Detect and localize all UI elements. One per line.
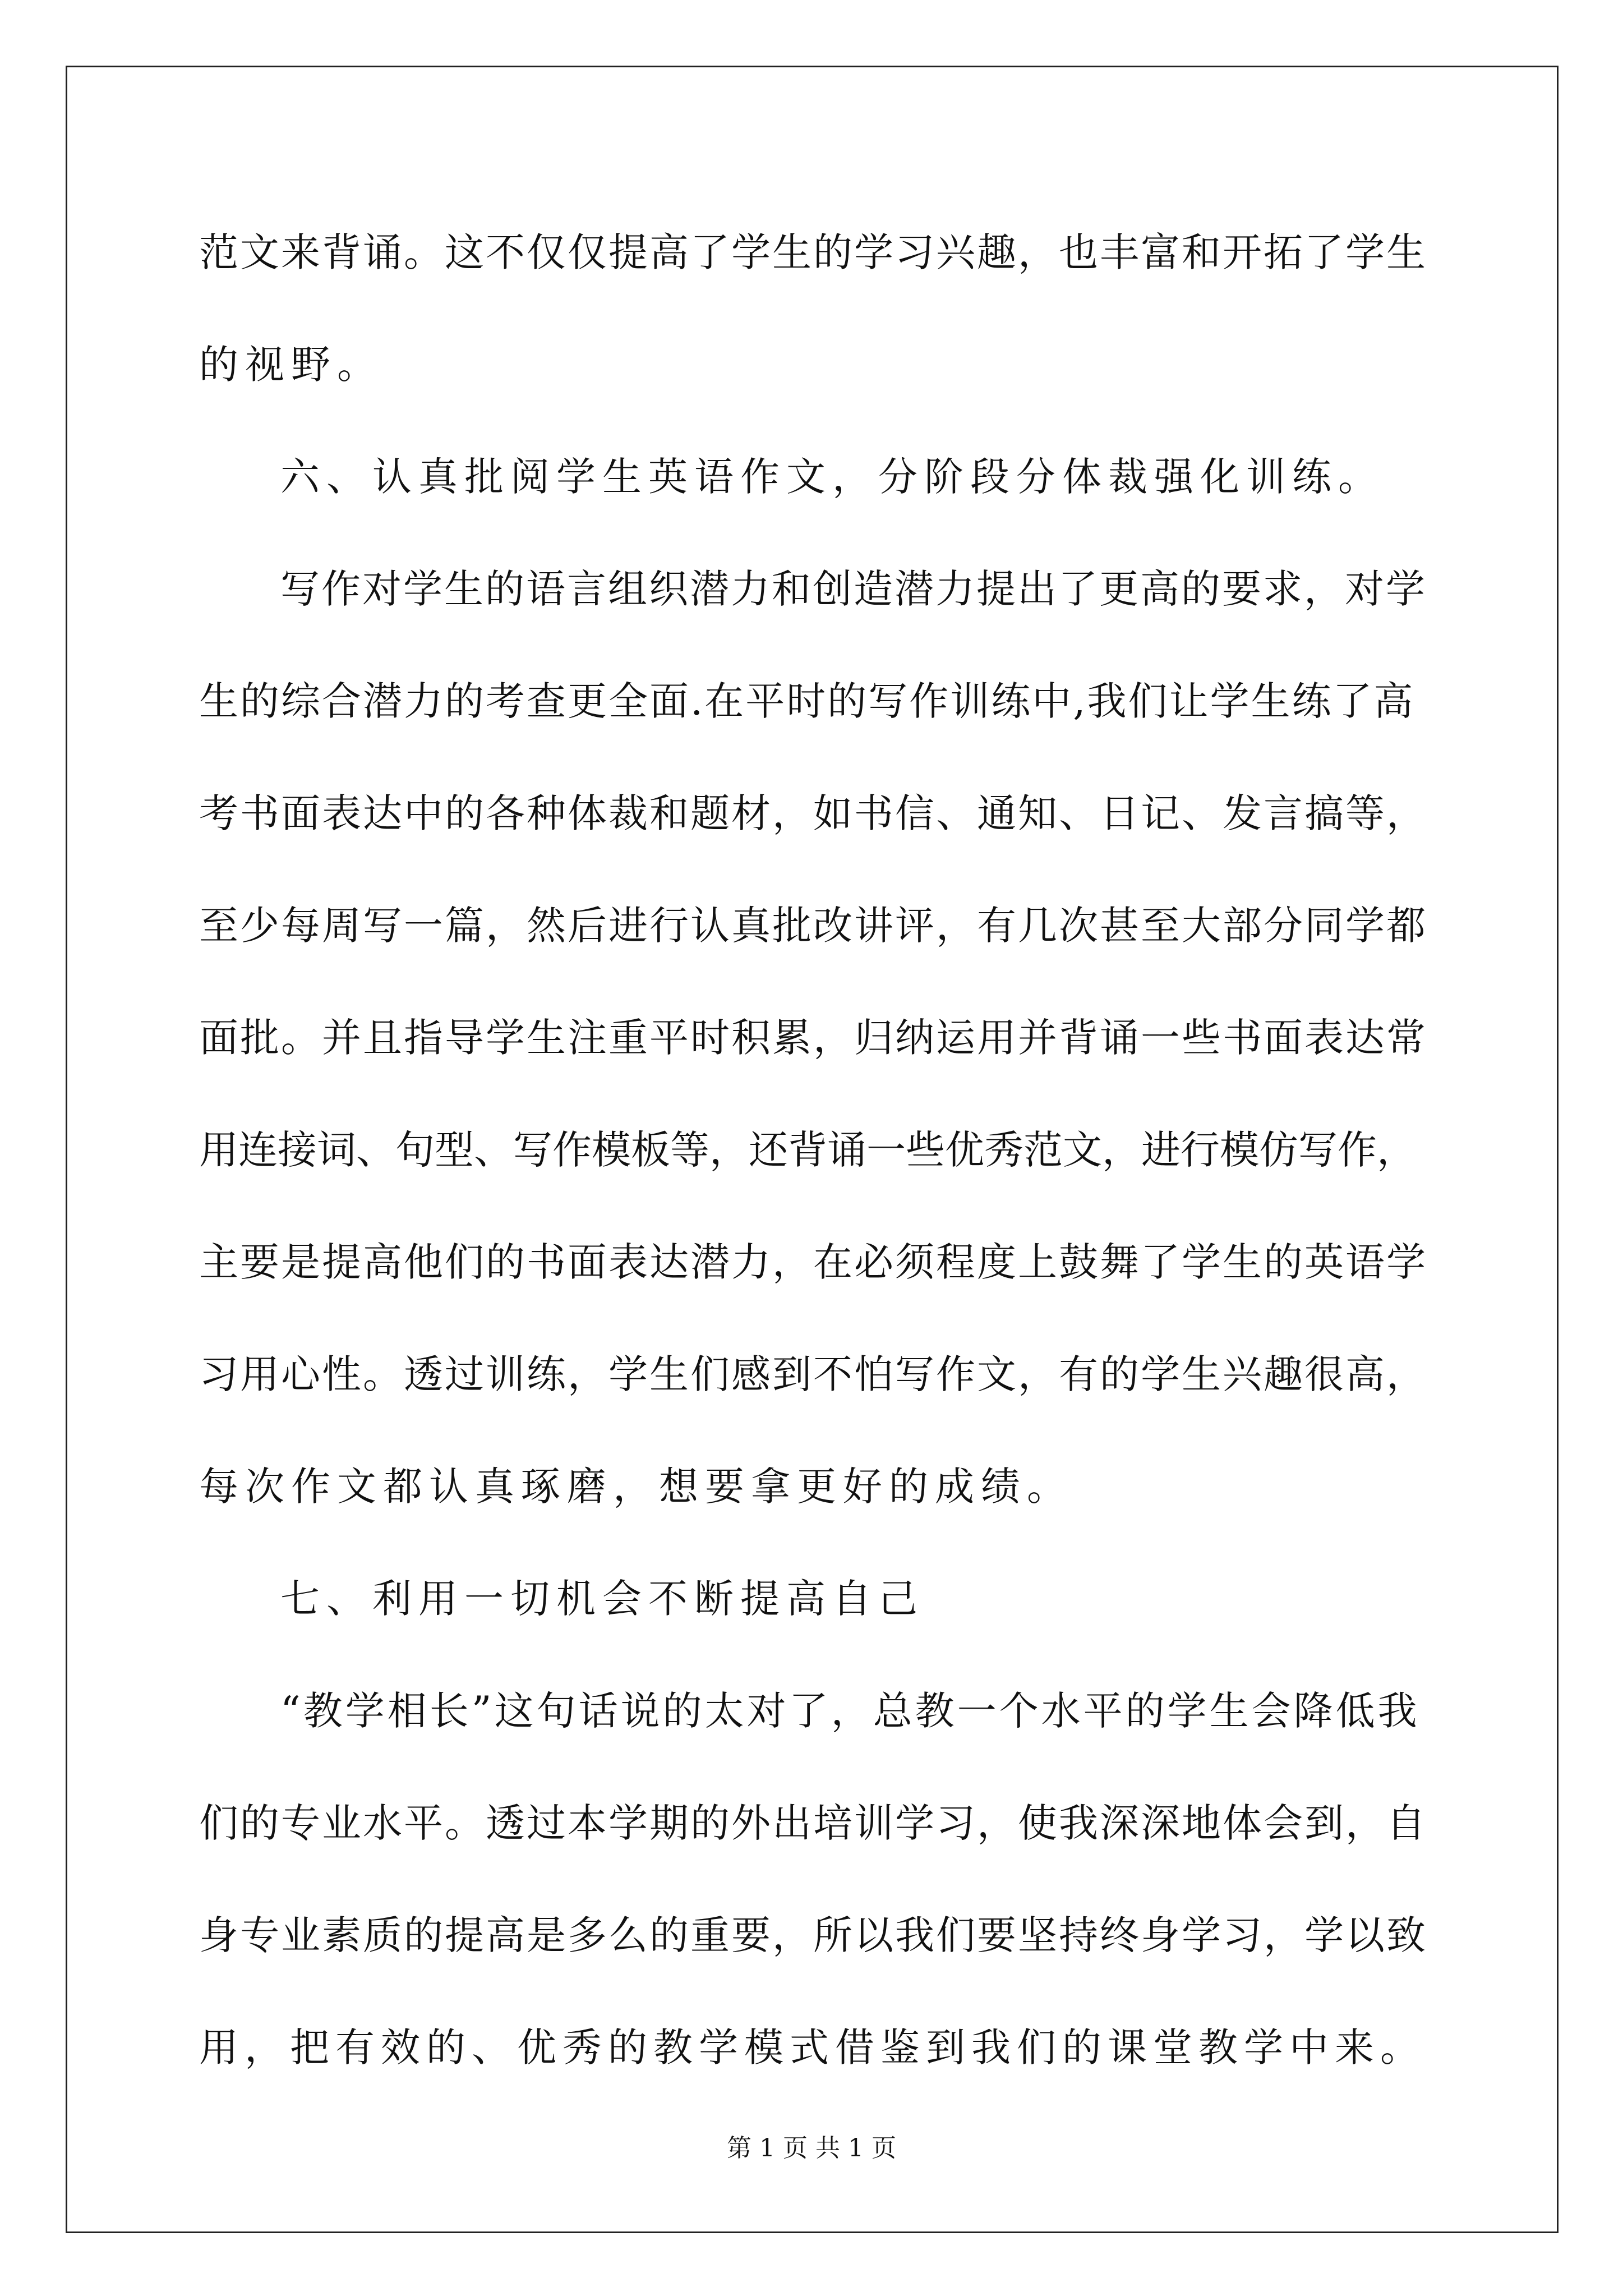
text-line-10: 主要是提高他们的书面表达潜力，在必须程度上鼓舞了学生的英语学 (199, 1239, 1427, 1285)
text-line-11: 习用心性。透过训练，学生们感到不怕写作文，有的学生兴趣很高， (199, 1351, 1427, 1397)
page-number-footer: 第 1 页 共 1 页 (727, 2134, 896, 2162)
text-line-2: 的视野。 (199, 342, 383, 388)
text-line-1: 范文来背诵。这不仅仅提高了学生的学习兴趣，也丰富和开拓了学生 (199, 229, 1427, 275)
text-line-7: 至少每周写一篇，然后进行认真批改讲评，有几次甚至大部分同学都 (199, 903, 1427, 949)
text-line-14: “教学相长”这句话说的太对了，总教一个水平的学生会降低我 (280, 1688, 1420, 1734)
text-line-15: 们的专业水平。透过本学期的外出培训学习，使我深深地体会到，自 (199, 1800, 1427, 1846)
section-heading-6: 六、认真批阅学生英语作文，分阶段分体裁强化训练。 (280, 454, 1384, 500)
text-line-17: 用，把有效的、优秀的教学模式借鉴到我们的课堂教学中来。 (199, 2024, 1426, 2070)
text-line-6: 考书面表达中的各种体裁和题材，如书信、通知、日记、发言搞等， (199, 790, 1427, 836)
text-line-8: 面批。并且指导学生注重平时积累，归纳运用并背诵一些书面表达常 (199, 1015, 1427, 1061)
section-heading-7: 七、利用一切机会不断提高自己 (280, 1576, 924, 1622)
text-line-4: 写作对学生的语言组织潜力和创造潜力提出了更高的要求，对学 (280, 566, 1427, 612)
text-line-16: 身专业素质的提高是多么的重要，所以我们要坚持终身学习，学以致 (199, 1912, 1427, 1958)
text-line-12: 每次作文都认真琢磨，想要拿更好的成绩。 (199, 1464, 1073, 1510)
text-line-5: 生的综合潜力的考查更全面.在平时的写作训练中,我们让学生练了高 (199, 678, 1415, 724)
text-line-9: 用连接词、句型、写作模板等，还背诵一些优秀范文，进行模仿写作， (199, 1127, 1416, 1173)
